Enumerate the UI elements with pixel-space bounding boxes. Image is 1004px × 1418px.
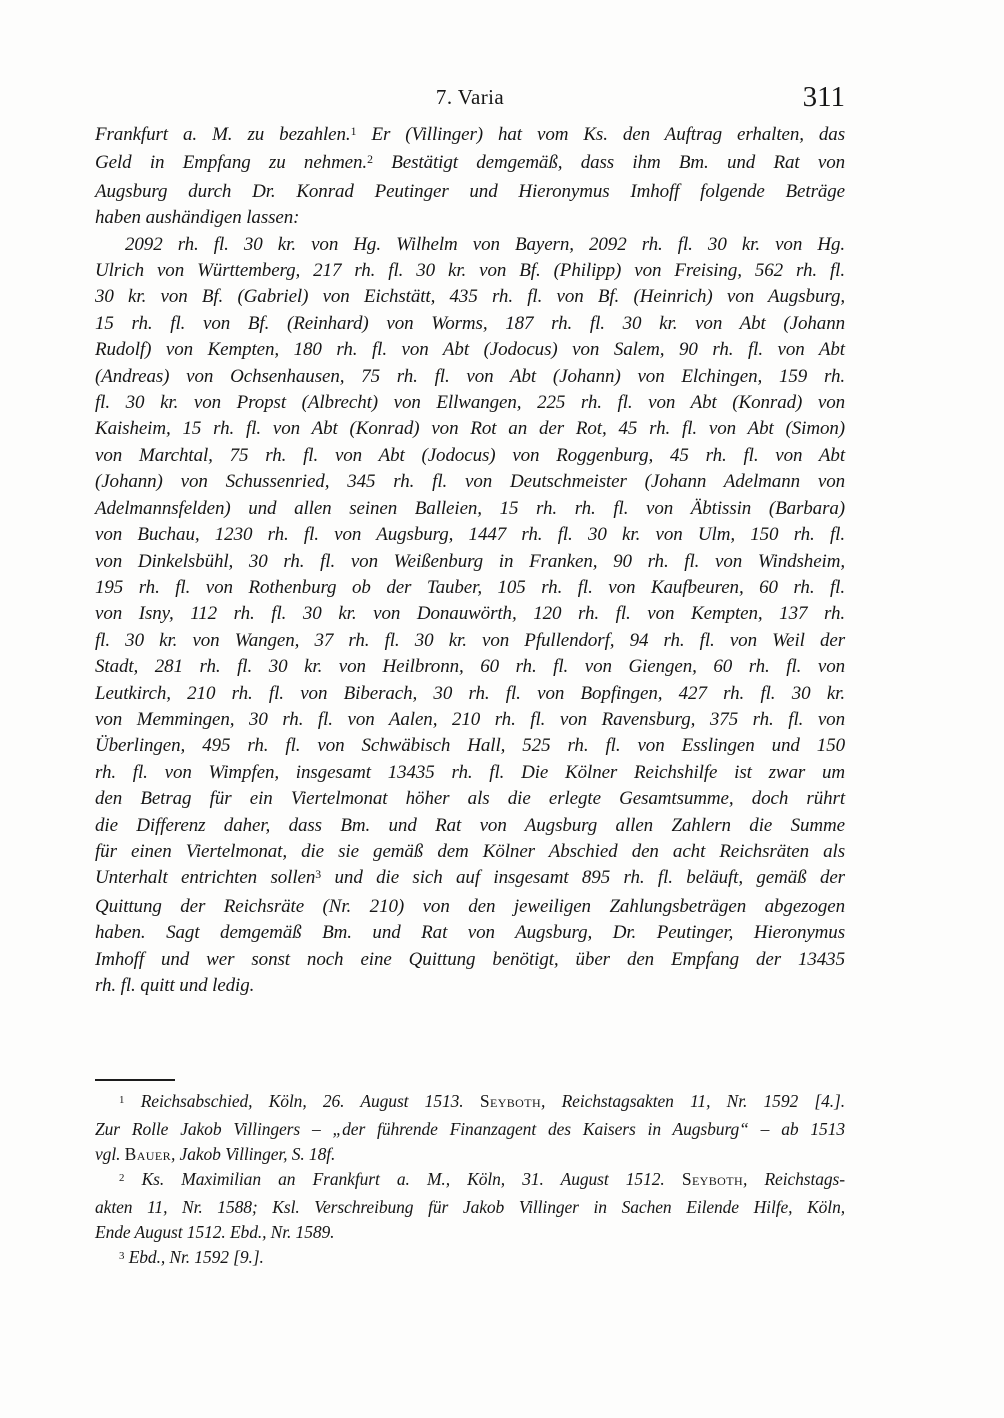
text-segment: (Andreas) von Ochsenhausen, 75 rh. fl. von Abt (Johann) von Elchingen, 159 rh. [95,365,845,387]
small-caps-name: Bauer [124,1144,171,1165]
text-line [95,973,845,999]
body-text [95,122,845,999]
text-line [95,894,845,920]
text-line [95,813,845,839]
paragraph [95,232,845,1000]
text-line [95,150,845,178]
text-segment: Geld in Empfang zu nehmen. [95,152,368,174]
text-line [95,258,845,284]
text-line [95,549,845,575]
footnote-separator-rule [95,1079,175,1081]
text-segment: Frankfurt a. M. zu bezahlen. [95,124,351,145]
footnote [95,1167,845,1245]
text-segment: Adelmannsfelden) und allen seinen Balleien, 15 rh. rh. fl. von Äbtissin (Barbara) [95,497,845,519]
text-line [95,496,845,522]
text-line [95,522,845,548]
text-line [95,1142,845,1167]
text-line [95,865,845,893]
text-segment: 30 kr. von Bf. (Gabriel) von Eichstätt, 435 rh. fl. von Bf. (Heinrich) von Augsburg, [95,286,845,308]
small-caps-name: Seyboth [681,1169,744,1190]
text-line [95,364,845,390]
text-segment: Ende August 1512. Ebd., Nr. 1589. [95,1222,335,1243]
text-segment: Rudolf) von Kempten, 180 rh. fl. von Abt (Jodocus) von Salem, 90 rh. fl. von Abt [95,339,845,361]
text-segment: Bestätigt demgemäß, dass ihm Bm. und Rat von [372,152,845,174]
text-segment: 15 rh. fl. von Bf. (Reinhard) von Worms, 187 rh. fl. 30 kr. von Abt (Johann [95,312,845,334]
text-segment: Er (Villinger) hat vom Ks. den Auftrag erhalten, das [356,124,845,145]
footnote [95,1089,845,1167]
superscript-number: 3 [315,868,322,882]
text-line [95,416,845,442]
text-block [95,78,845,1273]
text-line [95,122,845,150]
text-line [95,469,845,495]
text-segment: von Marchtal, 75 rh. fl. von Abt (Jodocus) von Roggenburg, 45 rh. fl. von Abt [95,444,845,466]
superscript-number: 2 [119,1171,125,1184]
text-segment: Reichsabschied, Köln, 26. August 1513. [124,1091,480,1112]
text-line [95,839,845,865]
text-segment: und die sich auf insgesamt 895 rh. fl. beläuft, gemäß der [321,867,845,889]
text-segment: den Betrag für ein Viertelmonat höher als die erlegte Gesamtsumme, doch rührt [95,788,845,810]
footnote [95,1245,845,1273]
text-line [95,628,845,654]
text-segment: haben aushändigen lassen: [95,207,300,229]
text-segment: 2092 rh. fl. 30 kr. von Hg. Wilhelm von Bayern, 2092 rh. fl. 30 kr. von Hg. [125,233,845,255]
text-line [95,947,845,973]
text-line [95,920,845,946]
text-line [95,337,845,363]
running-head [95,78,845,112]
text-line [95,1117,845,1142]
text-segment: , Jakob Villinger, S. 18f. [170,1144,336,1165]
text-segment: (Johann) von Schussenried, 345 rh. fl. von Deutschmeister (Johann Adelmann von [95,471,845,493]
text-line [95,1089,845,1117]
text-segment: Ks. Maximilian an Frankfurt a. M., Köln, 31. August 1512. [124,1169,682,1190]
text-segment: Stadt, 281 rh. fl. 30 kr. von Heilbronn, 60 rh. fl. von Giengen, 60 rh. fl. von [95,656,845,678]
text-segment: von Isny, 112 rh. fl. 30 kr. von Donauwörth, 120 rh. fl. von Kempten, 137 rh. [95,603,845,625]
text-line [95,232,845,258]
text-segment: haben. Sagt demgemäß Bm. und Rat von Augsburg, Dr. Peutinger, Hieronymus [95,922,845,944]
text-line [95,707,845,733]
text-segment: vgl. [95,1144,125,1165]
text-segment: rh. fl. von Wimpfen, insgesamt 13435 rh. fl. Die Kölner Reichshilfe ist zwar um [95,761,845,783]
text-line [95,654,845,680]
text-segment: Überlingen, 495 rh. fl. von Schwäbisch Hall, 525 rh. fl. von Esslingen und 150 [95,735,845,757]
text-segment: , Reichstags- [743,1169,845,1190]
text-segment: Quittung der Reichsräte (Nr. 210) von den jeweiligen Zahlungsbeträgen abgezogen [95,895,845,917]
superscript-number: 1 [350,124,357,138]
text-line [95,1167,845,1195]
text-line [95,443,845,469]
text-line [95,681,845,707]
text-segment: 195 rh. fl. von Rothenburg ob der Tauber, 105 rh. fl. von Kaufbeuren, 60 rh. fl. [95,576,845,598]
superscript-number: 1 [119,1093,125,1106]
text-segment: Zur Rolle Jakob Villingers – „der führende Finanzagent des Kaisers in Augsburg“ – ab 1513 [95,1119,845,1140]
text-line [95,1245,845,1273]
text-line [95,284,845,310]
text-line [95,1220,845,1245]
text-segment: für einen Viertelmonat, die sie gemäß dem Kölner Abschied den acht Reichsräten als [95,840,845,862]
page-number: 311 [802,81,845,113]
text-segment: fl. 30 kr. von Wangen, 37 rh. fl. 30 kr. von Pfullendorf, 94 rh. fl. von Weil der [95,629,845,651]
text-segment: , Reichstagsakten 11, Nr. 1592 [4.]. [541,1091,846,1112]
paragraph [95,122,845,232]
text-line [95,786,845,812]
text-segment: Kaisheim, 15 rh. fl. von Abt (Konrad) von Rot an der Rot, 45 rh. fl. von Abt (Simon) [95,418,845,440]
text-line [95,311,845,337]
text-line [95,205,845,231]
text-segment: rh. fl. quitt und ledig. [95,975,255,996]
text-segment: Ebd., Nr. 1592 [9.]. [124,1247,264,1268]
text-line [95,179,845,205]
text-segment: fl. 30 kr. von Propst (Albrecht) von Ellwangen, 225 rh. fl. von Abt (Konrad) von [95,392,845,414]
text-line [95,733,845,759]
footnotes [95,1089,845,1273]
text-segment: von Memmingen, 30 rh. fl. von Aalen, 210 rh. fl. von Ravensburg, 375 rh. fl. von [95,708,845,730]
superscript-number: 2 [367,153,373,167]
text-line [95,575,845,601]
text-segment: Augsburg durch Dr. Konrad Peutinger und Hieronymus Imhoff folgende Beträge [95,180,845,202]
text-segment: Imhoff und wer sonst noch eine Quittung benötigt, über den Empfang der 13435 [95,948,845,970]
text-segment: von Dinkelsbühl, 30 rh. fl. von Weißenburg in Franken, 90 rh. fl. von Windsheim, [95,550,845,572]
text-segment: Ulrich von Württemberg, 217 rh. fl. 30 kr. von Bf. (Philipp) von Freising, 562 rh. fl. [95,260,845,282]
text-segment: akten 11, Nr. 1588; Ksl. Verschreibung für Jakob Villinger in Sachen Eilende Hilfe, Köln, [95,1197,845,1218]
text-segment: die Differenz daher, dass Bm. und Rat von Augsburg allen Zahlern die Summe [95,814,845,836]
text-line [95,390,845,416]
text-line [95,1195,845,1220]
text-segment: von Buchau, 1230 rh. fl. von Augsburg, 1447 rh. fl. 30 kr. von Ulm, 150 rh. fl. [95,524,845,546]
section-title: 7. Varia [435,85,505,109]
text-line [95,760,845,786]
text-segment: Unterhalt entrichten sollen [95,867,316,889]
superscript-number: 3 [119,1249,125,1262]
text-segment: Leutkirch, 210 rh. fl. von Biberach, 30 rh. fl. von Bopfingen, 427 rh. fl. 30 kr. [95,682,845,704]
small-caps-name: Seyboth [479,1091,542,1112]
text-line [95,601,845,627]
